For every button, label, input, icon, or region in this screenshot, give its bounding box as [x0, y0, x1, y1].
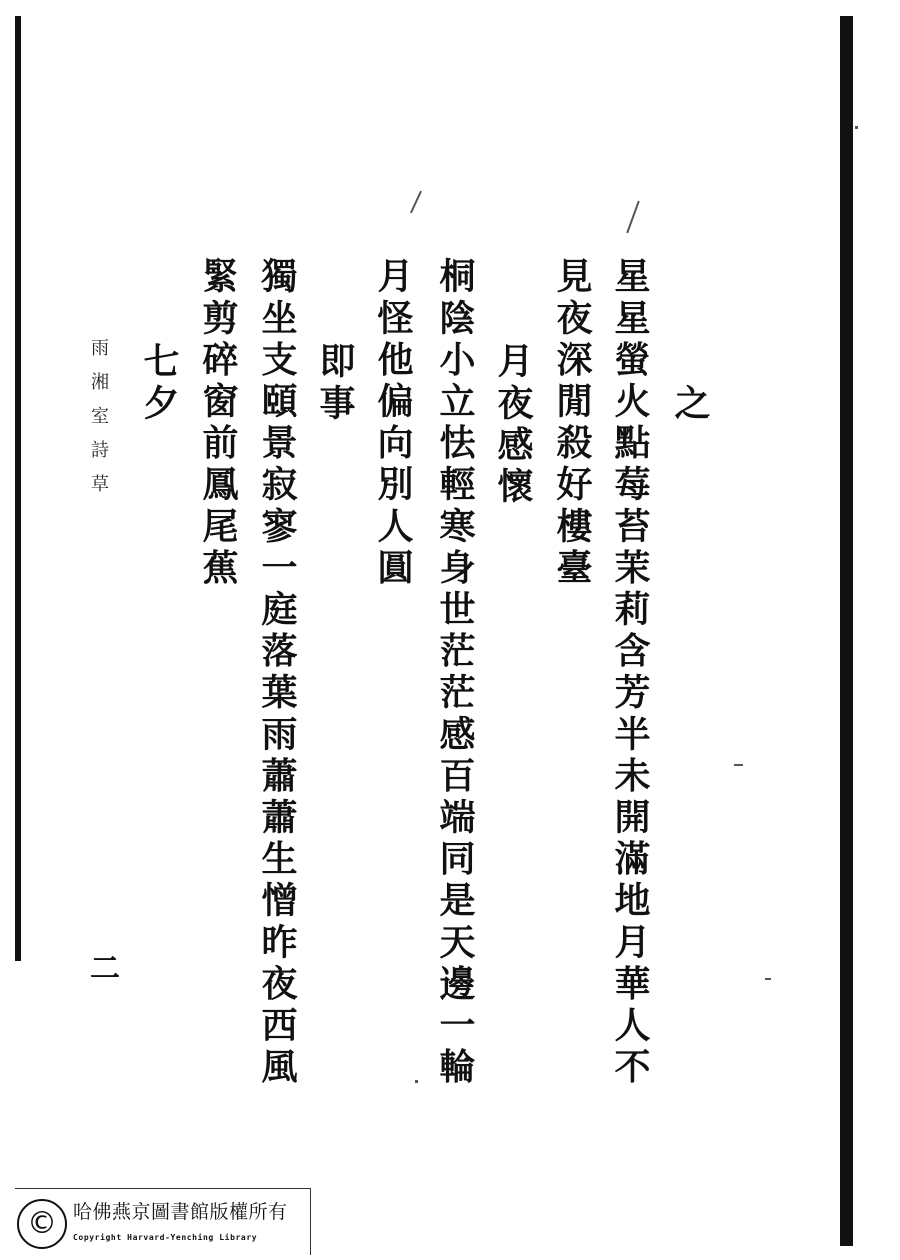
copyright-english: Copyright Harvard-Yenching Library [73, 1233, 258, 1242]
poem-title-3: 七夕 [138, 342, 180, 426]
right-border-rule [840, 16, 853, 1246]
scan-speck [626, 201, 640, 234]
scan-speck [415, 1080, 418, 1083]
book-title-margin: 雨湘室詩草 [88, 338, 109, 508]
poem-title-1: 月夜感懷 [492, 342, 534, 509]
text-column-8: 獨坐支頤景寂寥一庭落葉雨蕭蕭生憎昨夜西風 [256, 257, 298, 1089]
scan-speck [410, 191, 422, 214]
text-column-2: 星星螢火點莓苔茉莉含芳半未開滿地月華人不 [609, 257, 651, 1089]
copyright-icon: © [17, 1199, 67, 1249]
text-column-5: 桐陰小立怯輕寒身世茫茫感百端同是天邊一輪 [434, 257, 476, 1089]
scan-speck [734, 764, 743, 766]
text-column-1: 之 [669, 384, 711, 426]
page-number: 二 [84, 952, 119, 982]
poem-title-2: 即事 [314, 342, 356, 426]
scan-speck [855, 126, 858, 129]
left-border-rule [15, 16, 21, 961]
text-column-9: 緊剪碎窗前鳳尾蕉 [197, 257, 239, 590]
text-column-3: 見夜深閒殺好樓臺 [551, 257, 593, 590]
copyright-stamp [15, 1188, 311, 1255]
text-column-6: 月怪他偏向別人圓 [372, 257, 414, 590]
copyright-chinese: 哈佛燕京圖書館版權所有 [73, 1201, 288, 1223]
scan-speck [765, 978, 771, 980]
